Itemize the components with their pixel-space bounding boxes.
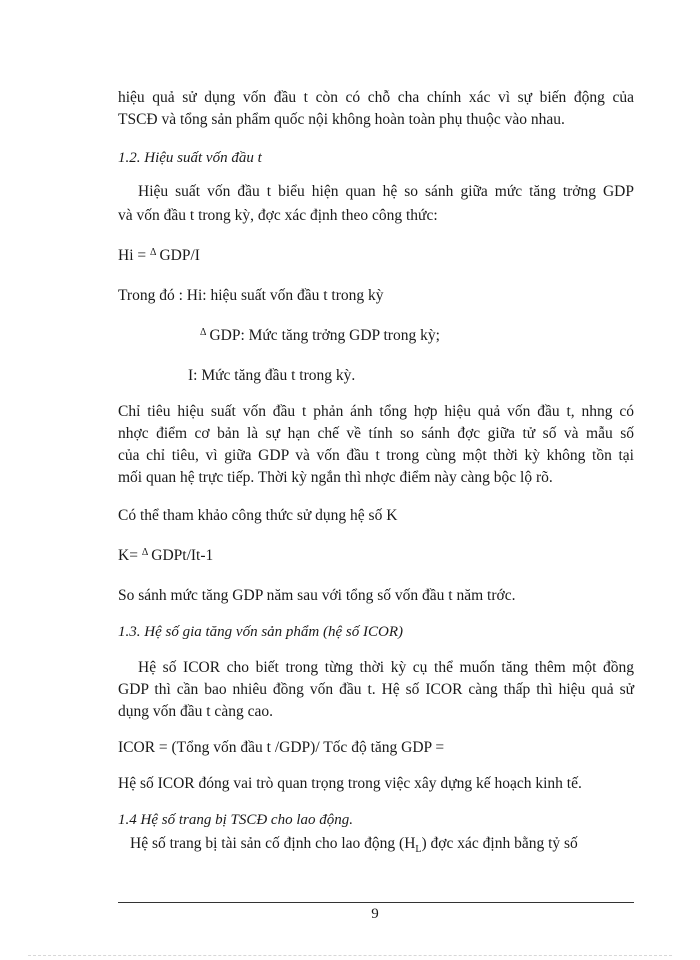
section-heading-1-4: 1.4 Hệ số trang bị TSCĐ cho lao động.: [118, 812, 354, 828]
paragraph-line: Có thể tham khảo công thức sử dụng hệ số K: [118, 507, 398, 524]
paragraph-line: mối quan hệ trực tiếp. Thời kỳ ngắn thì nhợc điểm này càng bộc lộ rõ.: [118, 469, 553, 486]
section-heading-1-3: 1.3. Hệ số gia tăng vốn sản phẩm (hệ số ICOR): [118, 624, 403, 640]
section-heading-1-2: 1.2. Hiệu suất vốn đầu t: [118, 150, 262, 166]
subscript-l: L: [415, 844, 422, 856]
paragraph-line: của chỉ tiêu, vì giữa GDP và vốn đầu t trong cùng một thời kỳ không tồn tại: [118, 447, 634, 464]
formula-hi: [118, 246, 200, 268]
paragraph-line: Hệ số ICOR đóng vai trò quan trọng trong việc xây dựng kế hoạch kinh tế.: [118, 775, 582, 792]
paragraph-line: nhợc điểm cơ bản là sự hạn chế về tính so sánh đợc giữa tử số và mẫu số: [118, 425, 634, 442]
formula-icor: ICOR = (Tổng vốn đầu t /GDP)/ Tốc độ tăng GDP =: [118, 739, 445, 756]
page-edge-divider: [28, 955, 672, 956]
footer-rule: [118, 902, 634, 903]
delta-symbol: Δ: [141, 547, 149, 558]
paragraph-line: [130, 834, 578, 860]
paragraph-line: và vốn đầu t trong kỳ, đợc xác định theo công thức:: [118, 207, 438, 224]
paragraph-line: Chỉ tiêu hiệu suất vốn đầu t phản ánh tổng hợp hiệu quả vốn đầu t, nhng có: [118, 403, 634, 420]
page-number: 9: [371, 906, 379, 922]
definition-line: Trong đó : Hi: hiệu suất vốn đầu t trong kỳ: [118, 287, 384, 304]
definition-line: [200, 326, 440, 348]
formula-lhs: K=: [118, 547, 138, 564]
paragraph-line: So sánh mức tăng GDP năm sau với tổng số vốn đầu t năm trớc.: [118, 587, 516, 604]
formula-rhs: GDPt/It-1: [151, 547, 214, 564]
definition-text: GDP: Mức tăng trởng GDP trong kỳ;: [209, 327, 440, 344]
formula-lhs: Hi =: [118, 247, 147, 264]
paragraph-line: hiệu quả sử dụng vốn đầu t còn có chỗ cha chính xác vì sự biến động của: [118, 89, 634, 106]
paragraph-line: TSCĐ và tổng sản phẩm quốc nội không hoàn toàn phụ thuộc vào nhau.: [118, 111, 565, 128]
paragraph-line: Hiệu suất vốn đầu t biểu hiện quan hệ so sánh giữa mức tăng trởng GDP: [138, 183, 634, 200]
formula-k: [118, 546, 213, 568]
paragraph-text: ) đợc xác định bằng tỷ số: [421, 835, 578, 852]
delta-symbol: Δ: [200, 327, 207, 338]
paragraph-line: GDP thì cần bao nhiêu đồng vốn đầu t. Hệ số ICOR càng thấp thì hiệu quả sử: [118, 681, 634, 698]
paragraph-line: dụng vốn đầu t càng cao.: [118, 703, 273, 720]
paragraph-line: Hệ số ICOR cho biết trong từng thời kỳ cụ thể muốn tăng thêm một đồng: [138, 659, 634, 676]
formula-rhs: GDP/I: [159, 247, 200, 264]
paragraph-text: Hệ số trang bị tài sản cố định cho lao động (H: [130, 835, 416, 852]
delta-symbol: Δ: [150, 247, 157, 258]
definition-line: I: Mức tăng đầu t trong kỳ.: [188, 367, 356, 384]
